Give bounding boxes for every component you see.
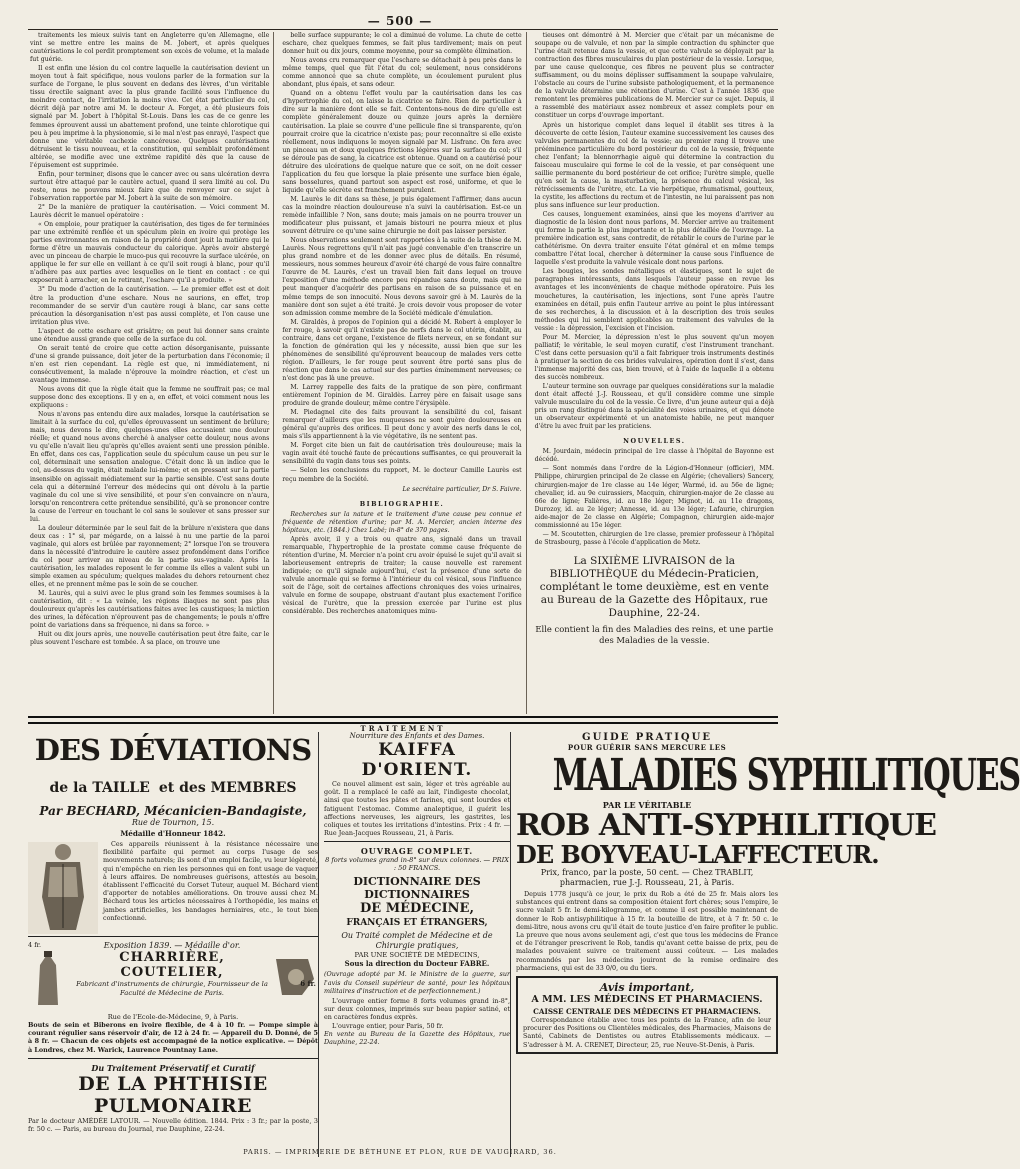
biberon-illustration-icon [28,951,68,1007]
paragraph: Les bougies, les sondes métalliques et élastiques, sont le sujet de paragraphes intéressants, dans lesquels l'auteur passe en revue les avantages et les inconvénients de chaque méthode opératoire. Puis les mouchetures, la cautérisation, les injections, sont l'une après l'autre examinées en détail, puis enfin l'auteur arrive au point le plus intéressant de ses recherches, à la discussion et à la description des trois seules méthodes qui lui semblent applicables au traitement des valvules de la vessie : la dépression, l'excision et l'incision. [534,268,774,332]
caisse-body: Correspondance établie avec tous les points de la France, afin de leur procurer des Positions ou Clientèles médicales, des Pharmacies, Maisons de Santé, Cabinets de Dentistes ou autres Établissements médicaux. — S'adresser à M. A. CRENET, Directeur, 25, rue Neuve-St-Denis, à Paris. [523,1016,771,1049]
charriere-subtitle: Fabricant d'instruments de chirurgie, Fournisseur de la Faculté de Médecine de Paris. [76,980,268,997]
paragraph: Nous avons dit que la règle était que la femme ne souffrait pas; ce mal suppose donc des exceptions. Il y en a, en effet, et voici comment nous les expliquons : [30,386,270,410]
ad-column-middle [324,732,511,1157]
paragraph: M. Laurès le dit dans sa thèse, je puis également l'affirmer, dans aucun cas la moindre réaction douloureuse n'a suivi la cautérisation. Est-ce un remède infaillible ? Non, sans doute; mais jamais on ne pourra trouver un modificateur plus puissant, et jamais bistouri ne pourra mieux et plus souvent détruire ce qu'une saine chirurgie ne doit pas laisser persister. [282,195,522,236]
rob-body: Depuis 1778 jusqu'à ce jour, le prix du Rob a été de 25 fr. Mais alors les substances qui entrent dans sa composition étaient fort chères; sous l'empire, le sucre valait 5 fr. le demi-kilogramme, et comme il est possible maintenant de donner le Rob antisyphilitique à 15 fr. la bouteille de litre, et à 7 fr. 50 c. le demi-litre, nous avons cru qu'il était de toute justice d'en faire profiter le public. La preuve que nous avons seulement agi, c'est que tous les médecins de France et de l'étranger prescrivent le Rob, tandis qu'avant cette baisse de prix, peu de malades pouvaient suivre ce traitement aussi coûteux. — Les malades recommandés par les médecins jouiront de la remise ordinaire des pharmaciens, qui est de 33 0/0, ou du tiers. [516,890,778,972]
charriere-name: CHARRIÈRE, COUTELIER, [119,950,225,980]
paragraph: 3° Du mode d'action de la cautérisation. — Le premier effet est et doit être la production d'une eschare. Nous ne saurions, en effet, trop recommander de se servir d'un cautère rougi à blanc, car sans cette précaution la désorganisation n'est pas aussi complète, et l'on cause une irritation plus vive. [30,286,270,326]
paragraph: On serait tenté de croire que cette action désorganisante, puissante d'une si grande puissance, doit jeter de la perturbation dans l'économie; il n'en est rien cependant. La règle est que, ni immédiatement, ni consécutivement, la malade n'éprouve la moindre réaction, et c'est un avantage immense. [30,344,270,384]
paragraph: Nous observations seulement sont rapportées à la suite de la thèse de M. Laurès. Nous regrettons qu'il n'ait pas jugé convenable d'en transcrire un plus grand nombre et de les donner avec plus de détails. En résumé, messieurs, nous sommes heureux d'avoir été chargé de vous faire connaître l'œuvre de M. Laurès, c'est un travail bien fait dans lequel on trouve l'exposition d'une méthode encore peu répandue sans doute, mais qui ne peut manquer d'acquérir des partisans en raison de sa puissance et en même temps de son innocuité. Nous devons savoir gré à M. Laurès de la manière dont son sujet a été traité. Je crois devoir vous proposer de voter son admission comme membre de la Société médicale d'émulation. [282,237,522,317]
paragraph: Nous n'avons pas entendu dire aux malades, lorsque la cautérisation se limitait à la surface du col, qu'elles éprouvassent un sentiment de brûlure; mais, nous devons le dire, quelques-unes elles accusaient une douleur réelle; et quand nous avons cherché à analyser cette douleur, nous avons vu qu'elle n'avait lieu qu'après qu'elles avaient senti une pression pénible. En effet, dans ces cas, l'application seule du spéculum cause un peu sur le col, déterminait une sensation analogue. C'était donc là un indice que le col, au-dessus du vagin, était malade lui-même; et en pressant sur la partie insensible on agissait médiatement sur la partie sensible. C'est sans doute cela qui a déterminé l'erreur des médecins qui ont dévolu à la partie vaginale du col une si vive sensibilité, et pour s'en convaincre on n'aura, lorsqu'on rencontrera cette prétendue sensibilité, qu'à se prononcer contre la cause de l'erreur en touchant le col sans le soulever et sans presser sur lui. [30,411,270,523]
separator [28,936,318,937]
paragraph: L'aspect de cette eschare est grisâtre; on peut lui donner sans crainte une étendue aussi grande que celle de la surface du col. [30,327,270,343]
caisse-title: CAISSE CENTRALE DES MÉDECINS ET PHARMACIENS. [533,1007,761,1017]
paragraph: Après avoir, il y a trois ou quatre ans, signalé dans un travail remarquable, l'hypertrophie de la prostate comme cause fréquente de rétention d'urine, M. Mercier n'a point cru avoir épuisé le sujet qu'il avait si laborieusement entrepris de traiter; la cause nouvelle est rarement indiquée; ce qu'il signale aujourd'hui, c'est la présence d'une sorte de valvule anormale qui se forme à l'intérieur du col vésical, sous l'influence soit de l'âge, soit de certaines affections chroniques des voies urinaires, valvule en forme de soupape, obstruant d'autant plus exactement l'orifice vésical de l'urètre, que la pression exercée par l'urine est plus considérable. Des recherches anatomiques minu- [282,535,522,616]
top-rule [28,29,778,30]
kaiffa-kicker: Nourriture des Enfants et des Dames. [349,732,485,740]
charriere-address: Rue de l'Ecole-de-Médecine, 9, à Paris. [107,1013,239,1021]
paragraph: La douleur déterminée par le seul fait de la brûlure n'existera que dans deux cas : 1° si, par mégarde, on a laissé à nu une partie de la paroi vaginale, qui alors est brûlée par rayonnement; 2° lorsque l'on se trouvera dans la nécessité d'introduire le cautère assez profondément dans l'orifice du col pour arriver au niveau de la partie sus-vaginale. Après la cautérisation, les malades reposent le fer comme ils elles a valent subi un simple examen au spéculum; quelques malades du dehors retournent chez elles, et ne prennent même pas le soin de se coucher. [30,524,270,589]
section-title-nouvelles: NOUVELLES. [623,437,686,446]
ads-banner: TRAITEMENT [28,722,778,732]
par-le-veritable: PAR LE VÉRITABLE [602,800,692,810]
rob-price: Prix, franco, par la poste, 50 cent. — Chez TRABLIT, pharmacien, rue J.-J. Rousseau, 21, à Paris. [540,868,754,887]
dictionnaire-subtitle: DE MÉDECINE, [360,901,474,917]
corset-illustration-icon [28,842,98,934]
dictionnaire-line9: L'ouvrage entier, pour Paris, 50 fr. [332,1021,444,1030]
avis-title: Avis important, [599,981,695,995]
section-title-bibliographie: BIBLIOGRAPHIE. [359,499,445,508]
bechard-medal: Médaille d'Honneur 1842. [120,829,226,838]
boyveau-headline: DE BOYVEAU-LAFFECTEUR. [516,840,879,869]
paragraph: Pour M. Mercier, la dépression n'est le plus souvent qu'un moyen palliatif; le véritable, le seul moyen curatif, c'est l'instrument tranchant. C'est dans cette persuasion qu'il a fait fabriquer trois instruments destinés à pratiquer la section de ces brides valvulaires, opération dont il s'est, dans l'immense majorité des cas, bien trouvé, et à l'aide de laquelle il a obtenu des succès nombreux. [534,333,774,381]
article-columns [30,32,778,714]
maladies-syphilitiques-headline: MALADIES SYPHILITIQUES [552,750,1020,801]
column-1 [30,32,274,714]
column-3 [535,32,778,714]
secretary-signature: Le secrétaire particulier, Dr S. Faivre. [402,485,522,493]
dictionnaire-title: DICTIONNAIRE DES DICTIONNAIRES [353,875,481,902]
paragraph: — Sont nommés dans l'ordre de la Légion-d'Honneur (officier), MM. Philippe, chirurgien principal de 2e classe en Algérie; (chevaliers) Sancery, chirurgien-major de 1re classe au 14e léger, Warmé, id. au 56e de ligne; chevalier, id. au 9e cuirassiers, Macquin, chirurgien-major de 2e classe au 66e de ligne; Falières, id. au 18e léger; Mignot, id. au 11e dragons, Durozoy, id. au 2e léger; Annesse, id. au 13e léger; Lafaurie, chirurgien aide-major de 2e classe en Algérie; Compagnon, chirurgien aide-major commissionné au 15e léger. [534,465,774,529]
bechard-headline-b: de la TAILLE [49,780,150,796]
dictionnaire-line10: En vente au Bureau de la Gazette des Hôpitaux, rue Dauphine, 22-24. [324,1029,510,1047]
charriere-expo: Exposition 1839. — Médaille d'or. [103,941,241,950]
paragraph: Il est enfin une lésion du col contre laquelle la cautérisation devient un moyen tout à fait spécifique, nous voulons parler de la formation sur la surface de l'organe, le plus souvent en dedans des lèvres, d'un véritable tissu érectile saignant avec la plus grande facilité sous l'influence du moindre contact, de l'irritation la moins vive. Cet état particulier du col, décrit déjà par notre ami M. le docteur A. Forget, a été plusieurs fois signalé par M. Jobert à l'hôpital St-Louis. Dans les cas de ce genre les femmes éprouvent aussi un abattement profond, une teinte chlorotique qui peu à peu imprime à la physionomie, si le mal n'est pas enrayé, l'aspect que donne une véritable cachexie cancéreuse. Quelques cautérisations détruisent le tissu nouveau, et la constitution, qui semblait profondément altérée, se modifie avec une extrême rapidité dès que la cause de l'épuisement est supprimée. [30,65,270,169]
dictionnaire-line6: Sous la direction du Docteur FABRE. [344,959,490,969]
paragraph: Recherches sur la nature et le traitement d'une cause peu connue et fréquente de rétention d'urine; par M. A. Mercier, ancien interne des hôpitaux, etc. (1844.) Chez Labé; in-8° de 370 pages. [282,510,522,534]
phthisie-title: DE LA PHTHISIE PULMONAIRE [78,1072,268,1117]
dictionnaire-line3: FRANÇAIS ET ÉTRANGERS, [346,918,488,929]
guide-kicker: GUIDE PRATIQUE [582,732,712,743]
paragraph: — M. Scoutetten, chirurgien de 1re classe, premier professeur à l'hôpital de Strasbourg, passe à l'école d'application de Metz. [534,530,774,546]
pump-price-right: 6 fr. [300,979,316,988]
phthisie-pre: Du Traitement Préservatif et Curatif [91,1062,255,1073]
charriere-block [28,941,318,1013]
paragraph: Huit ou dix jours après, une nouvelle cautérisation peut être faite, car le plus souvent l'eschare est tombée. À sa place, on trouve une [30,631,270,647]
kaiffa-body: Ce nouvel aliment est sain, léger et très agréable au goût. Il a remplacé le café au lait, l'indigeste chocolat, ainsi que toutes les pâtes et farines, qui sont lourdes et fatiguent l'estomac. Comme analeptique, il guérit les affections nerveuses, les aigreurs, les gastrites, les coliques et toutes les irritations d'intestins. Prix : 4 fr. — Rue Jean-Jacques Rousseau, 21, à Paris. [324,780,510,838]
biberon-price-left: 4 fr. [28,941,42,949]
paragraph: 2° De la manière de pratiquer la cautérisation. — Voici comment M. Laurès décrit le manuel opératoire : [30,203,270,220]
page-number: — 500 — [367,14,433,28]
bechard-body: Ces appareils réunissent à la résistance nécessaire une flexibilité parfaite qui permet au corps l'usage de ses mouvements naturels; ils sont d'un emploi facile, vu leur légèreté, qui n'empêche en rien les personnes qui en font usage de vaquer à leurs affaires. De nombreuses guérisons, attestés au besoin, établissent l'efficacité du Corset Tuteur, auquel M. Béchard vient d'apporter de notables améliorations. On trouve aussi chez M. Béchard tous les articles nécessaires à l'orthopédie, les mains et jambes artificielles, les bandages herniaires, etc., le tout bien confectionné. [103,840,318,922]
bibliotheque-notice: La SIXIÈME LIVRAISON de la BIBLIOTHÈQUE du Médecin-Praticien, complétant le tome deuxième, est en vente au Bureau de la Gazette des Hôpitaux, rue Dauphine, 22-24. [539,554,769,619]
rob-headline: ROB ANTI-SYPHILITIQUE [516,808,937,843]
paragraph: Enfin, pour terminer, disons que le cancer avec ou sans ulcération devra surtout être attaqué par le cautère actuel, quand il sera limité au col. Du reste, nous ne pouvons mieux faire que de renvoyer sur ce sujet à l'observation rapportée par M. Jobert à la suite de son mémoire. [30,170,270,202]
paragraph: tieuses ont démontré à M. Mercier que c'était par un mécanisme de soupape ou de valvule, et non par la simple contraction du sphincter que l'urine était retenue dans la vessie, et que cette valvule se déployait par la contraction des fibres musculaires du plan postérieur de la vessie. Lorsque, par une cause quelconque, ces fibres ne peuvent plus se contracter suffisamment, ou du moins déplisser suffisamment la soupape valvulaire, l'obstacle au cours de l'urine subsiste pathologiquement, et la permanence de la valvule détermine une rétention d'urine. C'est à l'année 1836 que remontent les premières publications de M. Mercier sur ce sujet. Depuis, il a rassemblé des matériaux assez nombreux et assez complets pour en constituer un corps d'ouvrage important. [534,32,774,120]
paragraph: M. Piedagnel cite des faits prouvant la sensibilité du col, faisant remarquer d'ailleurs que les muqueuses ne sont guère douloureuses en général qu'auprès des orifices. Il peut donc y avoir des nerfs dans le col, mais s'ils appartiennent à la vie végétative, ils ne sentent pas. [282,409,522,441]
avis-subtitle: A MM. LES MÉDECINS ET PHARMACIENS. [531,994,763,1006]
paragraph: « On emploie, pour pratiquer la cautérisation, des tiges de fer terminées par une extrémité renflée et un spéculum plein en ivoire qui protège les parties environnantes en raison de la propriété dont jouit la matière qui le forme d'être un mauvais conducteur du calorique. Après avoir abstergé avec un pinceau de charpie le muco-pus qui recouvre la surface ulcérée, on applique le fer sur elle en veillant à ce qu'il soit rougi à blanc, pour qu'il n'adhère pas aux parties avec lesquelles on le tient en contact : ce qui exposerait à arracher, en le retirant, l'eschare qu'il a produite. » [30,221,270,285]
paragraph: traitements les mieux suivis tant en Angleterre qu'en Allemagne, elle vint se mettre entre les mains de M. Jobert, et après quelques cautérisations le col perdit promptement son excès de volume, et la malade fut guérie. [30,32,270,64]
phthisie-body: Par le docteur AMÉDÉE LATOUR. — Nouvelle édition. 1844. Prix : 3 fr.; par la poste, 3 fr. 50 c. — Paris, au bureau du Journal, rue Dauphine, 22-24. [28,1116,318,1134]
separator [324,841,510,842]
dictionnaire-line5: PAR UNE SOCIÉTÉ DE MÉDECINS, [354,951,480,960]
bechard-address: Rue de Tournon, 15. [131,818,215,827]
ouvrage-complet: OUVRAGE COMPLET. [360,846,474,857]
paragraph: M. Giraldès, à propos de l'opinion qui a décidé M. Robert à employer le fer rouge, à savoir qu'il n'existe pas de nerfs dans le col utérin, établit, au contraire, dans cet organe, l'existence de filets nerveux, en se fondant sur la fonction de génération qui les y nécessite, aussi bien que sur les phénomènes de sensibilité qu'éprouvent beaucoup de malades vers cette région. D'ailleurs, le fer rouge peut souvent être porté sans plus de réaction que dans le cas actuel sur des parties éminemment nerveuses; ce n'est donc pas là une preuve. [282,318,522,382]
paragraph: belle surface suppurante; le col a diminué de volume. La chute de cette eschare, chez quelques femmes, se fait plus tardivement; mais on peut donner huit ou dix jours, comme moyenne, pour sa complète élimination. [282,32,522,56]
paragraph: Après un historique complet dans lequel il établit ses titres à la découverte de cette lésion, l'auteur examine successivement les causes des valvules permanentes du col de la vessie; au premier rang il trouve une prééminence particulière du bord postérieur du col de la vessie, fréquente chez l'enfant; la blennorrhagie aiguë qui détermine la contraction du faisceau musculaire qui forme le col de la vessie, et par conséquent une saillie permanente du bord postérieur de cet orifice; l'urètre simple, quelle qu'en soit la cause, la masturbation, la présence du calcul vésical, les rétrécissements de l'urètre, etc. La vie herpétique, rhumatismal, goutteux, la cystite, les affections du rectum et de l'intestin, ne lui paraissent pas non plus sans influence sur leur production. [534,121,774,209]
kaiffa-title: KAIFFA D'ORIENT. [361,740,473,780]
bechard-maker: Par BECHARD, Mécanicien-Bandagiste, [39,804,307,818]
paragraph: M. Jourdain, médecin principal de 1re classe à l'hôpital de Bayonne est décédé. [534,448,774,464]
dictionnaire-line7: (Ouvrage adopté par M. le Ministre de la guerre, sur l'avis du Conseil supérieur de santé, pour les hôpitaux militaires d'instruction et de perfectionnement.) [324,970,510,995]
pump-illustration-icon [272,951,318,999]
paragraph: Ces causes, longuement examinées, ainsi que les moyens d'arriver au diagnostic de la lésion dont nous parlons, M. Mercier arrive au traitement qui forme la partie la plus importante et la plus détaillée de l'ouvrage. La première indication est, sans contredit, de rétablir le cours de l'urine par le cathétérisme. On devra traiter ensuite l'état général et en même temps combattre l'état local, chercher à déterminer la cause sous l'influence de laquelle s'est produite la valvule vésicale dont nous parlons. [534,211,774,267]
advertisements [28,722,1020,1157]
imprint-footer: PARIS. — IMPRIMERIE DE BÉTHUNE ET PLON, RUE DE VAUGIRARD, 36. [243,1148,557,1156]
ouvrage-complet-sub: 8 forts volumes grand in-8° sur deux colonnes. — PRIX : 50 FRANCS. [325,856,509,873]
bibliotheque-notice-sub: Elle contient la fin des Maladies des reins, et une partie des Maladies de la vessie. [535,623,774,645]
ad-column-left [28,732,319,1157]
guide-kicker2: POUR GUÉRIR SANS MERCURE LES [567,743,727,752]
bechard-headline-a: DES DÉVIATIONS [34,733,312,767]
paragraph: M. Larrey rappelle des faits de la pratique de son père, confirmant entièrement l'opinion de M. Giraldès. Larrey père en faisait usage sans produire de grande douleur, même contre l'érysipèle. [282,384,522,408]
paragraph: L'auteur termine son ouvrage par quelques considérations sur la maladie dont était affecté J.-J. Rousseau, et qu'il considère comme une simple valvule musculaire du col de la vessie. Ce livre, d'un jeune auteur qui a déjà pris un rang distingué dans la spécialité des voies urinaires, et qui dénote un observateur expérimenté et un anatomiste habile, ne peut manquer d'être lu avec fruit par les praticiens. [534,383,774,431]
paragraph: M. Laurès, qui a suivi avec le plus grand soin les femmes soumises à la cautérisation, dit : « La veinée, les régions iliaques ne sont pas plus douloureux qu'après les cautérisations faites avec les caustiques; la miction des urines, la défécation n'éprouvent pas de changements; le pouls n'offre point de variations dans sa fréquence, ni dans sa force. » [30,590,270,630]
paragraph: Nous avons cru remarquer que l'eschare se détachait à peu près dans le même temps, quel que fût l'état du col; seulement, nous considérons comme annoncé que sa chute complète, un écoulement purulent plus abondant, plus épais, et sans odeur. [282,57,522,89]
ads-rule [28,716,778,718]
separator [28,1058,318,1059]
charriere-body: Bouts de sein et Biberons en ivoire flexible, de 4 à 10 fr. — Pompe simple à courant régulier sans réservoir d'air, de 12 à 24 fr. — Appareil du D. Donné, de 5 à 8 fr. — Chacun de ces objets est accompagné de la notice explicative. — Dépôt à Londres, chez M. Warick, Laurence Pountnay Lane. [28,1021,318,1054]
dictionnaire-line4: Ou Traité complet de Médecine et de Chirurgie pratiques, [341,931,493,951]
paragraph: M. Forget cite bien un fait de cautérisation très douloureuse; mais la vagin avait été touché faute de précautions suffisantes, ce qui prouverait la sensibilité du vagin dans tous ses points. [282,442,522,466]
bechard-headline-c: et des MEMBRES [158,780,297,796]
column-2 [282,32,526,714]
avis-box [516,976,778,1054]
ad-column-right [516,732,1020,1157]
paragraph: — Selon les conclusions du rapport, M. le docteur Camille Laurès est reçu membre de la Société. [282,467,522,483]
bechard-headline [28,734,318,804]
dictionnaire-line8: L'ouvrage entier forme 8 forts volumes grand in-8°, sur deux colonnes, imprimés sur beau papier satiné, et en caractères fondus exprès. [324,997,510,1022]
paragraph: Quand on a obtenu l'effet voulu par la cautérisation dans les cas d'hypertrophie du col, on laisse la cicatrice se faire. Rien de particulier à dire sur la manière dont elle se fait. Contentons-nous de dire qu'elle est complète généralement douze ou quinze jours après la dernière cautérisation. La plaie se couvre d'une pellicule fine si transparente, qu'on pourrait croire que la cicatrice n'existe pas; pour reconnaître si elle existe réellement, nous indiquons le moyen signalé par M. Lisfranc. On fera avec un pinceau un et doux quelques frictions légères sur la surface du col; s'il se déroule pas de sang, la cicatrice est obtenue. Quand on a cautérisé pour détruire des ulcérations de quelque nature que ce soit, on ne doit cesser l'application du feu que lorsque la plaie présente une surface bien égale, sans bosselures, quand partout son aspect est rosé, uniforme, et que le liquide qu'elle sécrète est franchement purulent. [282,90,522,194]
